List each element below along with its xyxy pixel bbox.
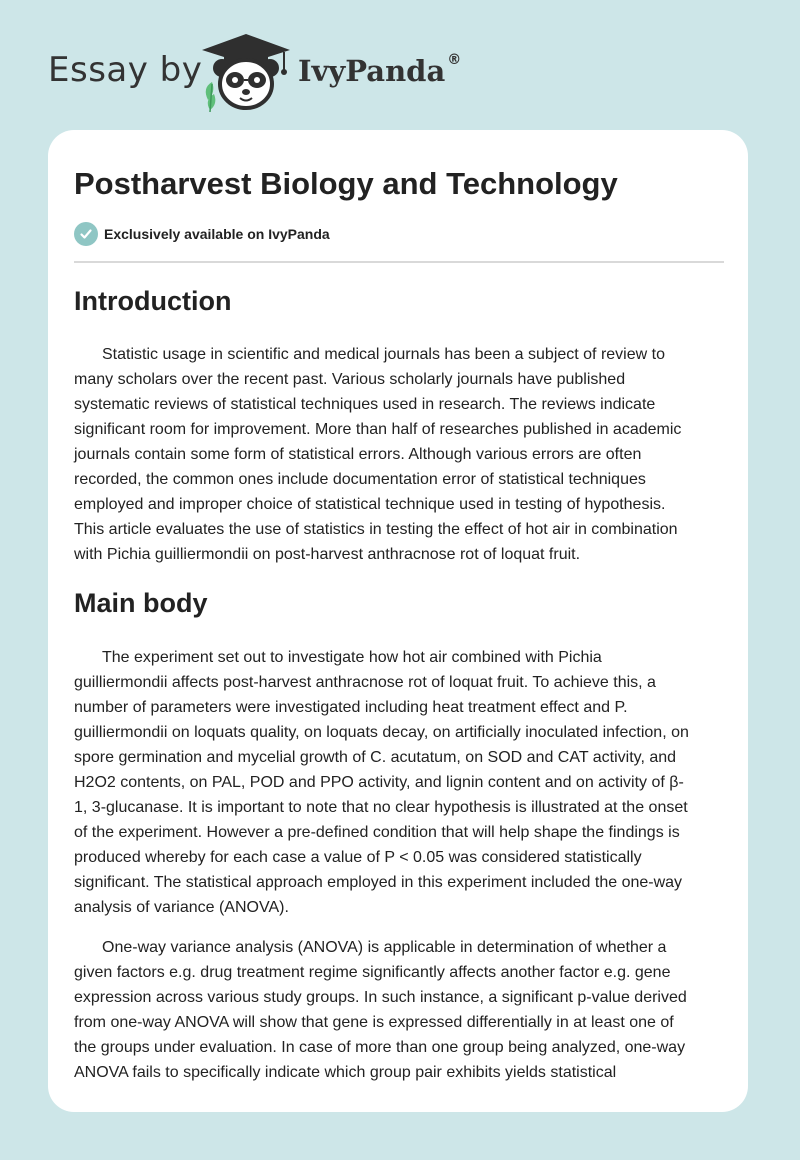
paragraph-line: significant. The statistical approach employed in this experiment included the one-way bbox=[74, 874, 683, 891]
paragraph-line: with Pichia guilliermondii on post-harvest anthracnose rot of loquat fruit. bbox=[74, 546, 581, 563]
essay-by-label: Essay by bbox=[48, 50, 203, 90]
paragraph-line: produced whereby for each case a value of P < 0.05 was considered statistically bbox=[74, 849, 642, 866]
paragraph-line: given factors e.g. drug treatment regime significantly affects another factor e.g. gene bbox=[74, 964, 671, 981]
site-header bbox=[0, 0, 800, 120]
paragraph-line: ANOVA fails to specifically indicate which group pair exhibits yields statistical bbox=[74, 1064, 617, 1081]
paragraph bbox=[74, 342, 724, 567]
paragraph-line: 1, 3-glucanase. It is important to note that no clear hypothesis is illustrated at the onset bbox=[74, 799, 688, 816]
brand-name[interactable] bbox=[298, 54, 461, 88]
paragraph bbox=[74, 935, 724, 1085]
paragraph-line: H2O2 contents, on PAL, POD and PPO activity, and lignin content and on activity of β- bbox=[74, 774, 684, 791]
paragraph-line: recorded, the common ones include documentation error of statistical techniques bbox=[74, 471, 646, 488]
paragraph-line: expression across various study groups. In such instance, a significant p-value derived bbox=[74, 989, 687, 1006]
paragraph-line: Statistic usage in scientific and medical journals has been a subject of review to bbox=[102, 346, 665, 363]
section-heading-main-body: Main body bbox=[74, 588, 208, 618]
paragraph-line: The experiment set out to investigate how hot air combined with Pichia bbox=[102, 649, 602, 666]
paragraph-line: analysis of variance (ANOVA). bbox=[74, 899, 289, 916]
paragraph-line: of the experiment. However a pre-defined condition that will help shape the findings is bbox=[74, 824, 680, 841]
paragraph-line: This article evaluates the use of statistics in testing the effect of hot air in combination bbox=[74, 521, 678, 538]
paragraph-line: employed and improper choice of statistical technique used in testing of hypothesis. bbox=[74, 496, 666, 513]
paragraph-line: One-way variance analysis (ANOVA) is applicable in determination of whether a bbox=[102, 939, 667, 956]
section-heading-introduction: Introduction bbox=[74, 286, 232, 316]
title-divider bbox=[74, 261, 724, 263]
paragraph bbox=[74, 645, 724, 920]
paragraph-line: guilliermondii affects post-harvest anthracnose rot of loquat fruit. To achieve this, a bbox=[74, 674, 656, 691]
brand-label: IvyPanda bbox=[298, 54, 446, 88]
registered-mark: ® bbox=[447, 52, 462, 68]
check-circle-icon bbox=[74, 222, 98, 246]
panda-graduate-logo-icon bbox=[198, 30, 294, 112]
paragraph-line: spore germination and mycelial growth of C. acutatum, on SOD and CAT activity, and bbox=[74, 749, 677, 766]
paragraph-line: from one-way ANOVA will show that gene is expressed differentially in at least one of bbox=[74, 1014, 674, 1031]
paragraph-line: journals contain some form of statistical errors. Although various errors are often bbox=[74, 446, 642, 463]
exclusive-badge bbox=[74, 222, 330, 246]
paragraph-line: systematic reviews of statistical techniques used in research. The reviews indicate bbox=[74, 396, 656, 413]
paragraph-line: guilliermondii on loquats quality, on loquats decay, on artificially inoculated infection, on bbox=[74, 724, 689, 741]
exclusive-badge-label: Exclusively available on IvyPanda bbox=[104, 226, 330, 242]
article-card bbox=[48, 130, 748, 1112]
paragraph-line: significant room for improvement. More than half of researches published in academic bbox=[74, 421, 682, 438]
paragraph-line: number of parameters were investigated including heat treatment effect and P. bbox=[74, 699, 628, 716]
paragraph-line: the groups under evaluation. In case of more than one group being analyzed, one-way bbox=[74, 1039, 686, 1056]
page-title: Postharvest Biology and Technology bbox=[74, 166, 618, 201]
paragraph-line: many scholars over the recent past. Various scholarly journals have published bbox=[74, 371, 626, 388]
